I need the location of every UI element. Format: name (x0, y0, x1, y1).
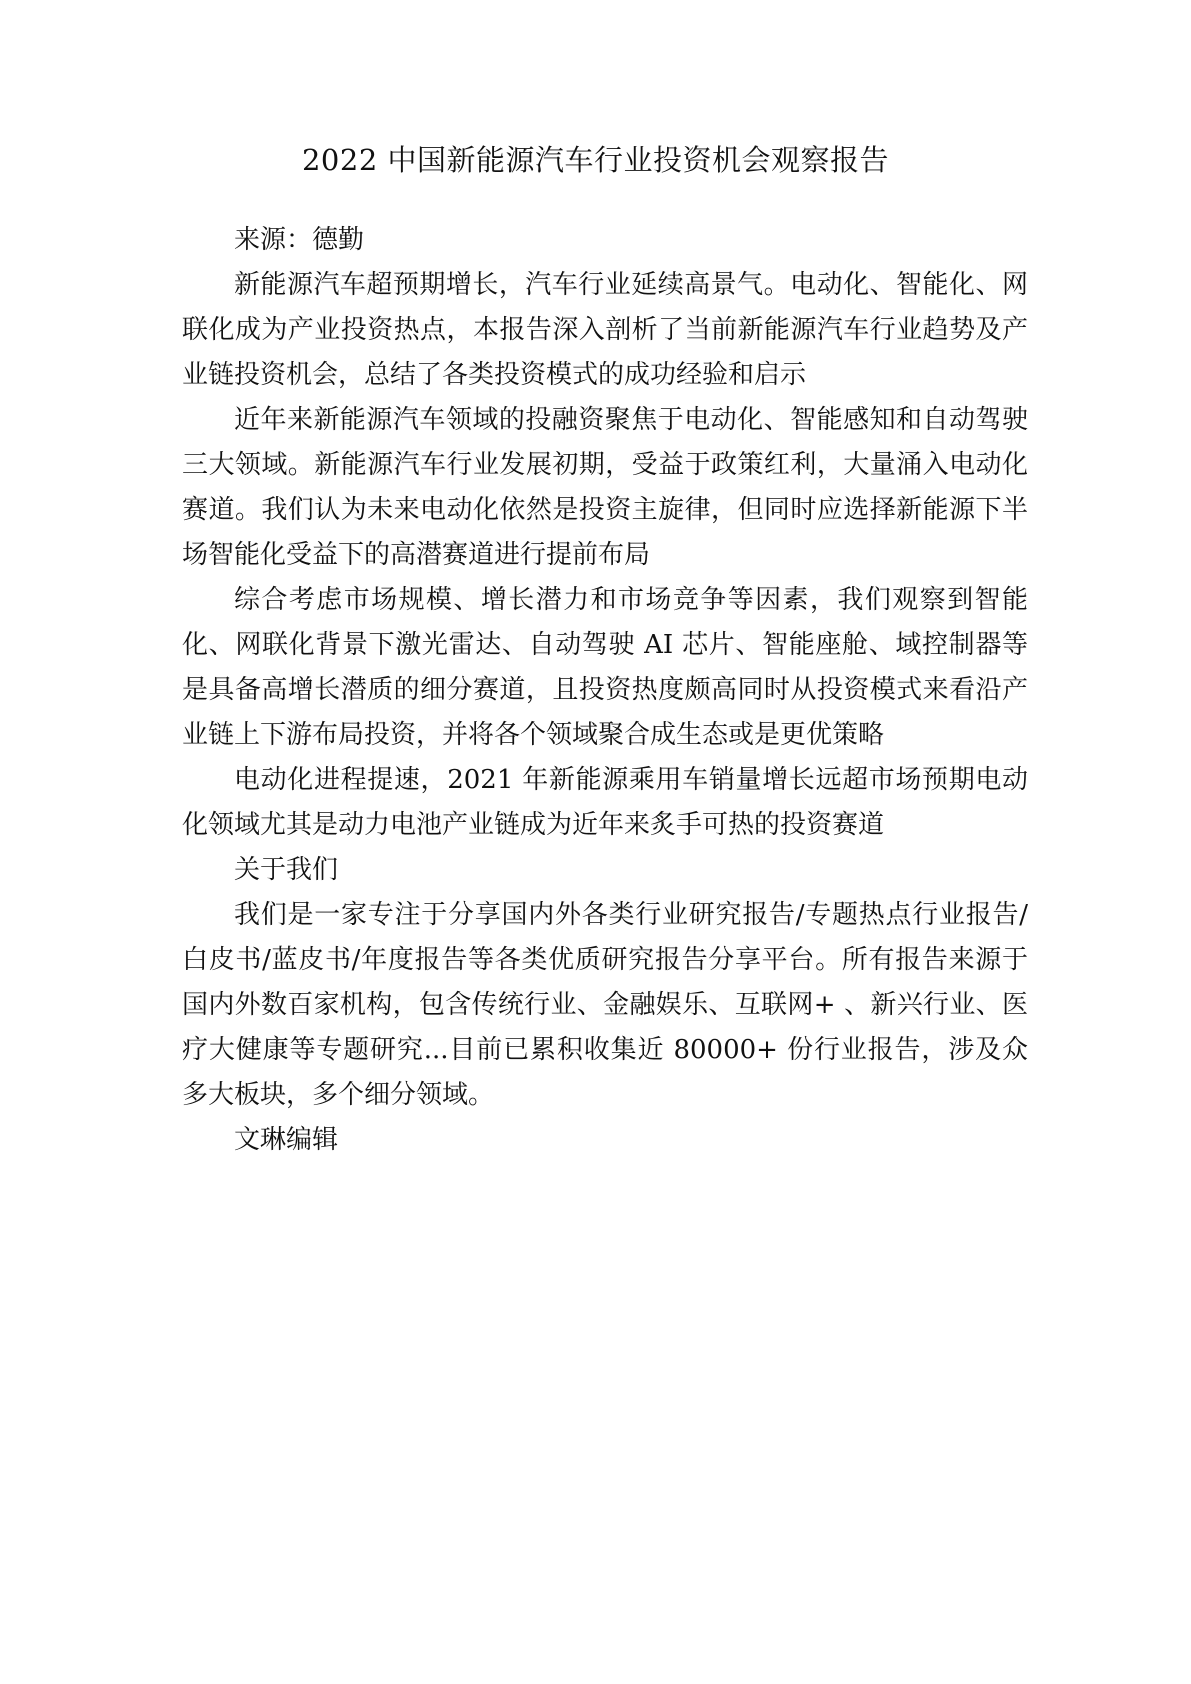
source-line: 来源：德勤 (234, 225, 365, 255)
about-text: 我们是一家专注于分享国内外各类行业研究报告/专题热点行业报告/白皮书/蓝皮书/年度报告等各类优质研究报告分享平台。所有报告来源于国内外数百家机构，包含传统行业、金融娱乐、互联网+ 、新兴行业、医疗大健康等专题研究...目前已累积收集近 80000+ 份行业报告，涉及众多大板块，多个细分领域。 (182, 900, 1028, 1110)
document-title: 2022 中国新能源汽车行业投资机会观察报告 (301, 143, 890, 177)
paragraph-intro: 新能源汽车超预期增长，汽车行业延续高景气。电动化、智能化、网联化成为产业投资热点，本报告深入剖析了当前新能源汽车行业趋势及产业链投资机会，总结了各类投资模式的成功经验和启示 (182, 270, 1028, 390)
paragraph-market-analysis: 综合考虑市场规模、增长潜力和市场竞争等因素，我们观察到智能化、网联化背景下激光雷达、自动驾驶 AI 芯片、智能座舱、域控制器等是具备高增长潜质的细分赛道，且投资热度颇高同时从投资模式来看沿产业链上下游布局投资，并将各个领域聚合成生态或是更优策略 (182, 585, 1028, 750)
paragraph-investment-focus: 近年来新能源汽车领域的投融资聚焦于电动化、智能感知和自动驾驶三大领域。新能源汽车行业发展初期，受益于政策红利，大量涌入电动化赛道。我们认为未来电动化依然是投资主旋律，但同时应选择新能源下半场智能化受益下的高潜赛道进行提前布局 (182, 405, 1028, 570)
editor-line: 文琳编辑 (234, 1125, 339, 1155)
paragraph-electrification: 电动化进程提速，2021 年新能源乘用车销量增长远超市场预期电动化领域尤其是动力电池产业链成为近年来炙手可热的投资赛道 (182, 765, 1028, 840)
about-heading: 关于我们 (234, 855, 339, 885)
document-body (182, 218, 1028, 1163)
